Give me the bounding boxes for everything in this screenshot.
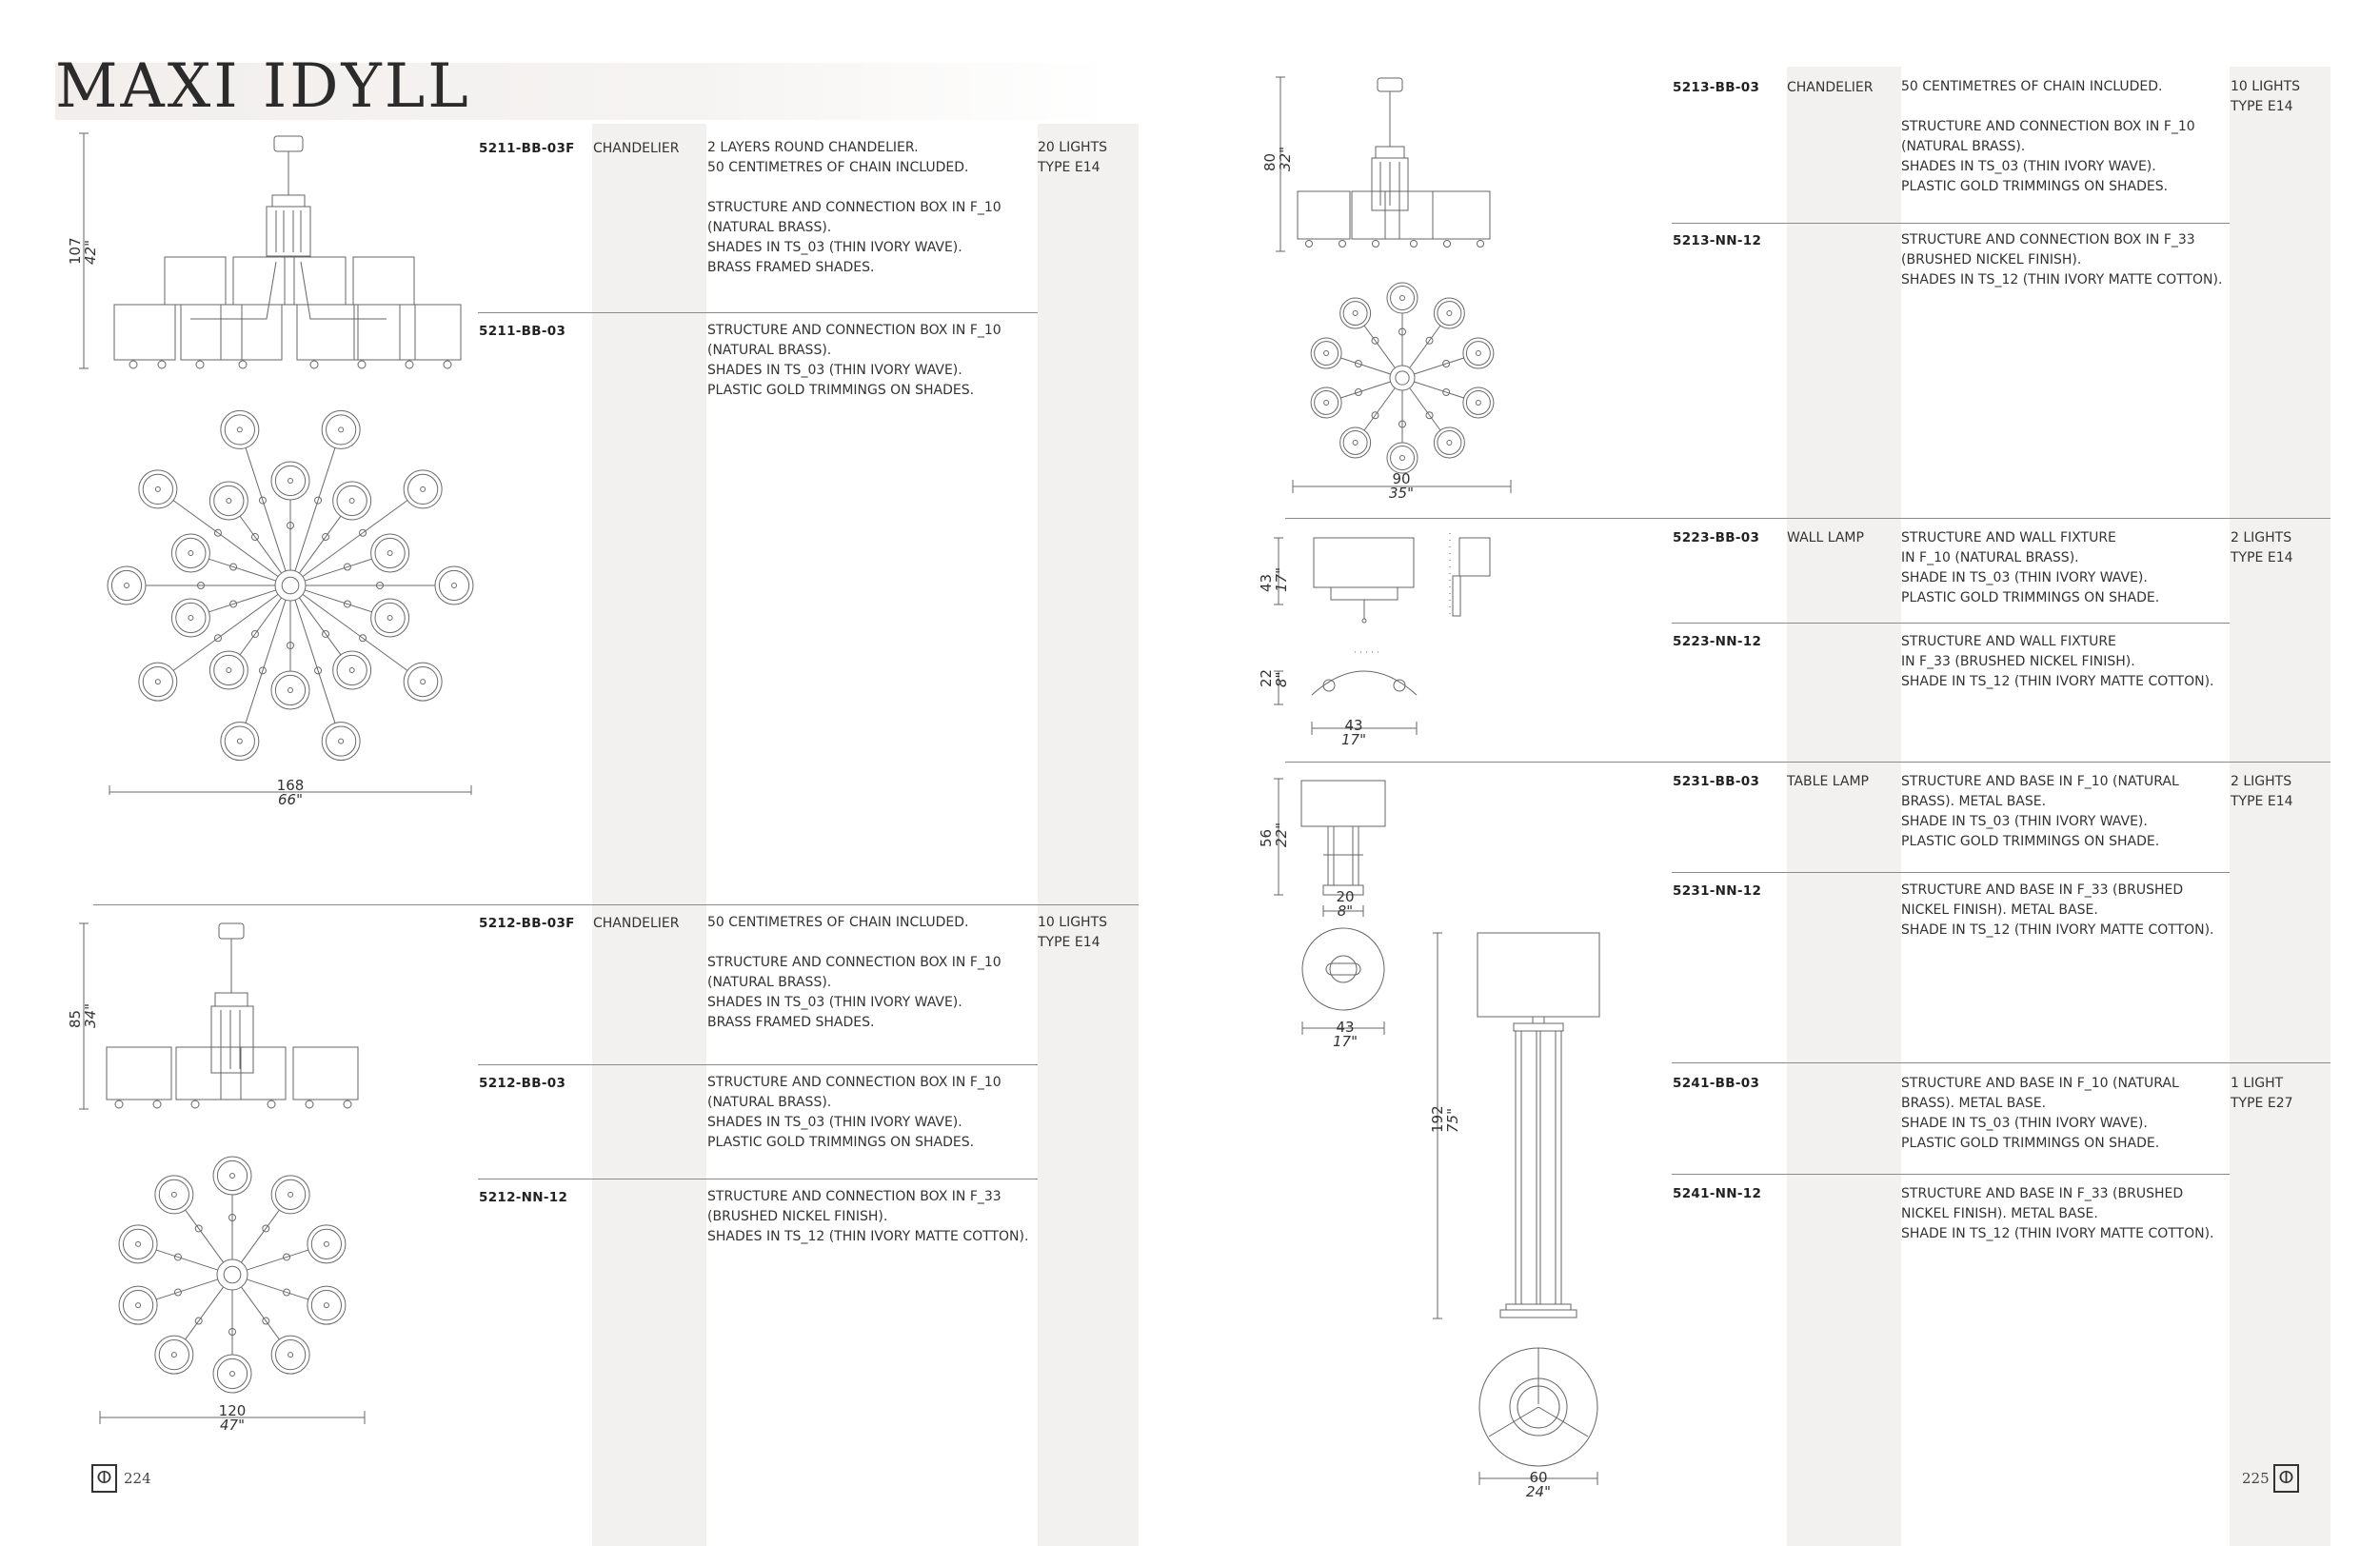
page-number-left: 224 [124,1470,151,1487]
product-code: 5223-BB-03 [1673,530,1760,545]
chandelier-5213-top-drawing [1290,281,1518,500]
product-lights: 10 LIGHTS TYPE E14 [1038,915,1108,950]
product-lights: 2 LIGHTS TYPE E14 [2231,530,2293,565]
product-code: 5231-NN-12 [1673,883,1762,899]
divider [478,1064,1038,1065]
product-category: CHANDELIER [593,141,680,156]
dimension-width-5241: 60 24" [1526,1469,1551,1500]
dimension-base-5231: 20 8" [1336,888,1355,920]
divider [1285,762,2330,763]
product-category: TABLE LAMP [1787,774,1869,789]
product-category: CHANDELIER [593,916,680,931]
product-category: CHANDELIER [1787,80,1874,95]
dimension-height-5212: 85 34" [67,1003,99,1028]
product-description: STRUCTURE AND BASE IN F_33 (BRUSHED NICKEL FINISH). METAL BASE. SHADE IN TS_12 (THIN IVORY MATTE COTTON). [1901,882,2214,938]
product-description: 50 CENTIMETRES OF CHAIN INCLUDED. STRUCTURE AND CONNECTION BOX IN F_10 (NATURAL BRASS). SHADES IN TS_03 (THIN IVORY WAVE). PLASTIC GOLD TRIMMINGS ON SHADES. [1901,79,2195,194]
page-title: MAXI IDYLL [55,51,471,122]
product-code: 5211-BB-03F [479,141,575,156]
product-description: STRUCTURE AND CONNECTION BOX IN F_10 (NATURAL BRASS). SHADES IN TS_03 (THIN IVORY WAVE). PLASTIC GOLD TRIMMINGS ON SHADES. [707,1075,1002,1150]
product-code: 5212-BB-03 [479,1076,566,1091]
divider [1672,872,2230,873]
dimension-depth-5223: 22 8" [1258,668,1290,687]
left-category-column [592,124,706,1546]
product-lights: 10 LIGHTS TYPE E14 [2231,79,2301,114]
product-description: STRUCTURE AND CONNECTION BOX IN F_10 (NATURAL BRASS). SHADES IN TS_03 (THIN IVORY WAVE). PLASTIC GOLD TRIMMINGS ON SHADES. [707,323,1002,398]
dimension-height-5213: 80 32" [1261,147,1294,171]
product-description: STRUCTURE AND WALL FIXTURE IN F_10 (NATURAL BRASS). SHADE IN TS_03 (THIN IVORY WAVE). PLASTIC GOLD TRIMMINGS ON SHADE. [1901,530,2160,605]
product-code: 5212-NN-12 [479,1190,568,1205]
product-code: 5241-BB-03 [1673,1076,1760,1091]
product-description: STRUCTURE AND WALL FIXTURE IN F_33 (BRUSHED NICKEL FINISH). SHADE IN TS_12 (THIN IVORY MATTE COTTON). [1901,634,2214,689]
chandelier-5212-side-drawing [76,919,381,1114]
dimension-width-5213: 90 35" [1389,470,1414,502]
product-code: 5211-BB-03 [479,324,566,339]
dimension-height-5223: 43 17" [1258,567,1290,592]
divider [1285,518,2330,519]
product-code: 5212-BB-03F [479,916,575,931]
product-lights: 20 LIGHTS TYPE E14 [1038,140,1108,175]
chandelier-5211-top-drawing [100,405,481,795]
divider [1672,623,2230,624]
product-description: STRUCTURE AND BASE IN F_10 (NATURAL BRASS). METAL BASE. SHADE IN TS_03 (THIN IVORY WAVE). PLASTIC GOLD TRIMMINGS ON SHADE. [1901,1076,2179,1151]
dimension-width-5211: 168 66" [276,777,305,808]
right-category-column [1787,67,1901,1546]
chandelier-5211-side-drawing [76,129,495,376]
wall-lamp-5223-drawing [1274,533,1512,747]
product-description: 50 CENTIMETRES OF CHAIN INCLUDED. STRUCTURE AND CONNECTION BOX IN F_10 (NATURAL BRASS). SHADES IN TS_03 (THIN IVORY WAVE). BRASS FRAMED SHADES. [707,915,1002,1030]
dimension-height-5231: 56 22" [1258,823,1290,847]
brand-logo-icon: ⵀ [91,1464,117,1493]
divider [478,312,1038,313]
product-code: 5223-NN-12 [1673,634,1762,649]
left-lights-column [1038,124,1139,1546]
product-description: STRUCTURE AND BASE IN F_10 (NATURAL BRASS). METAL BASE. SHADE IN TS_03 (THIN IVORY WAVE). PLASTIC GOLD TRIMMINGS ON SHADE. [1901,774,2179,849]
chandelier-5213-side-drawing [1271,72,1518,258]
chandelier-5212-top-drawing [90,1147,376,1433]
product-description: STRUCTURE AND CONNECTION BOX IN F_33 (BRUSHED NICKEL FINISH). SHADES IN TS_12 (THIN IVORY MATTE COTTON). [707,1189,1029,1244]
page-number-right: 225 [2242,1470,2270,1487]
divider [1672,223,2230,224]
product-lights: 2 LIGHTS TYPE E14 [2231,774,2293,809]
divider [1672,1062,2330,1063]
product-lights: 1 LIGHT TYPE E27 [2231,1076,2293,1111]
product-description: STRUCTURE AND BASE IN F_33 (BRUSHED NICKEL FINISH). METAL BASE. SHADE IN TS_12 (THIN IVORY MATTE COTTON). [1901,1186,2214,1241]
product-code: 5241-NN-12 [1673,1186,1762,1201]
divider [1672,1174,2230,1175]
product-code: 5213-NN-12 [1673,233,1762,248]
dimension-height-5211: 107 42" [67,237,99,265]
product-code: 5231-BB-03 [1673,774,1760,789]
brand-logo-icon: ⵀ [2273,1464,2299,1493]
product-description: 2 LAYERS ROUND CHANDELIER. 50 CENTIMETRES OF CHAIN INCLUDED. STRUCTURE AND CONNECTION BOX IN F_10 (NATURAL BRASS). SHADES IN TS_03 (THIN IVORY WAVE). BRASS FRAMED SHADES. [707,140,1002,275]
dimension-width-5231: 43 17" [1333,1019,1358,1050]
product-code: 5213-BB-03 [1673,80,1760,95]
product-description: STRUCTURE AND CONNECTION BOX IN F_33 (BRUSHED NICKEL FINISH). SHADES IN TS_12 (THIN IVORY MATTE COTTON). [1901,232,2223,287]
divider [93,904,1139,905]
dimension-width-5212: 120 47" [218,1402,247,1434]
dimension-height-5241: 192 75" [1429,1105,1461,1133]
floor-lamp-5241-drawing [1428,928,1637,1518]
dimension-width-5223: 43 17" [1341,717,1366,748]
product-category: WALL LAMP [1787,530,1864,545]
